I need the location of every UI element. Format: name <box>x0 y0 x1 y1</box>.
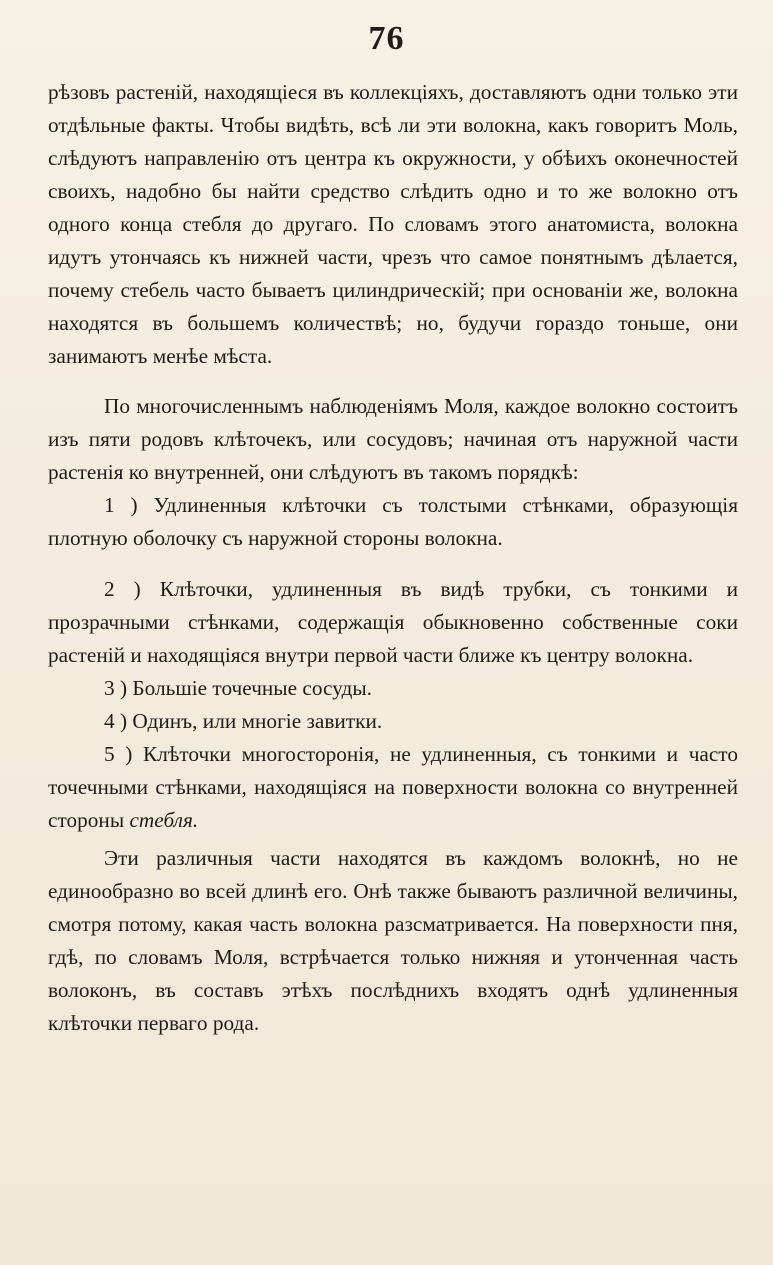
paragraph-2: По многочисленнымъ наблюденіямъ Моля, каждое волокно состоитъ изъ пяти родовъ клѣточекъ, или сосудовъ; начиная отъ наружной части растенія ко внутренней, они слѣдуютъ въ такомъ порядкѣ: <box>48 394 738 484</box>
list-item-4 <box>48 705 738 738</box>
list-item-text: Одинъ, или многіе завитки. <box>132 709 383 733</box>
list-item-number: 5 ) <box>104 742 133 766</box>
list-item-number: 4 ) <box>104 709 128 733</box>
list-item-text: Клѣточки многосторонія, не удлиненныя, съ тонкими и часто точечными стѣнками, находящіяся на поверхности волокна со внутренней стороны <box>48 742 738 832</box>
list-item-5 <box>48 738 738 837</box>
list-item-text: Удлиненныя клѣточки съ толстыми стѣнками, образующія плотную оболочку съ наружной стороны волокна. <box>48 493 738 550</box>
list-item-1 <box>48 489 738 555</box>
list-item-3 <box>48 672 738 705</box>
list-item-number: 3 ) <box>104 676 128 700</box>
paragraph-3: Эти различныя части находятся въ каждомъ волокнѣ, но не единообразно во всей длинѣ его. Онѣ также бываютъ различной величины, смотря потому, какая часть волокна разсматривается. На поверхности пня, гдѣ, по словамъ Моля, встрѣчается только нижняя и утонченная часть волоконъ, въ составъ этѣхъ послѣднихъ входятъ однѣ удлиненныя клѣточки первагo рода. <box>48 846 738 1035</box>
list-item-number: 1 ) <box>104 493 138 517</box>
page-number: 76 <box>368 20 405 57</box>
page-body <box>48 76 738 1040</box>
list-item-text: Клѣточки, удлиненныя въ видѣ трубки, съ тонкими и прозрачными стѣнками, содержащія обыкновенно собственные соки растеній и находящіяся внутри первой части ближе къ центру волокна. <box>48 577 738 667</box>
list-item-text: Большіе точечные сосуды. <box>132 676 372 700</box>
list-item-2 <box>48 573 738 672</box>
list-item-number: 2 ) <box>104 577 141 601</box>
list-item-italic-word: стебля. <box>129 808 199 832</box>
paragraph-1: рѣзовъ растеній, находящіеся въ коллекціяхъ, доставляютъ одни только эти отдѣльные факты. Чтобы видѣть, всѣ ли эти волокна, какъ говоритъ Моль, слѣдуютъ направленію отъ центра къ окружности, у обѣихъ оконечностей своихъ, надобно бы найти средство слѣдить одно и то же волокно отъ одного конца стебля до другаго. По словамъ этого анатомиста, волокна идутъ утончаясь къ нижней части, чрезъ что самое понятнымъ дѣлается, почему стебель часто бываетъ цилиндрическій; при основаніи же, волокна находятся въ большемъ количествѣ; но, будучи гораздо тоньше, они занимаютъ менѣе мѣста. <box>48 80 738 368</box>
